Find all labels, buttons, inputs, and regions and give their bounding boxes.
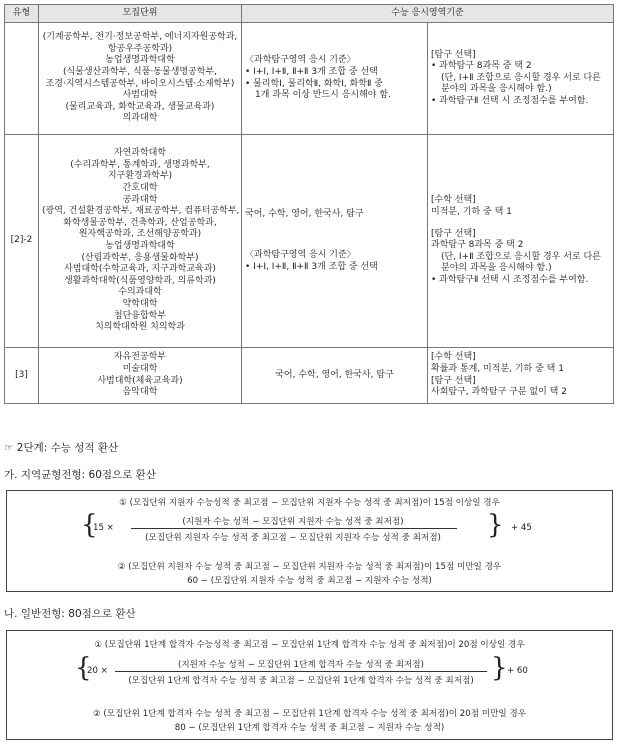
unit-line: 의과대학 — [122, 113, 158, 124]
unit-line: 약학대학 — [122, 298, 158, 309]
selection-line: (단, Ⅰ+Ⅱ 조합으로 응시할 경우 서로 다른 — [441, 251, 601, 262]
criteria-line: • 물리학Ⅰ, 물리학Ⅱ, 화학Ⅰ, 화학Ⅱ 중 — [245, 78, 383, 89]
row-selection — [428, 135, 614, 348]
left-brace: { — [75, 653, 92, 683]
formula-box-a — [6, 490, 613, 592]
denominator: (모집단위 지원자 수능 성적 중 최고점 − 모집단위 지원자 수능 성적 중 최저점) — [145, 533, 441, 543]
row-selection — [428, 348, 614, 404]
table-row — [5, 348, 614, 404]
unit-line: (수리과학부, 통계학과, 생명과학부, — [70, 159, 210, 170]
row-units — [39, 135, 242, 348]
admission-criteria-table — [4, 4, 614, 404]
table-row — [5, 23, 614, 135]
denominator: (모집단위 1단계 합격자 수능 성적 중 최고점 − 모집단위 1단계 합격자 수능 성적 중 최저점) — [128, 676, 474, 686]
selection-line: 사회탐구, 과학탐구 구분 없이 택 2 — [431, 387, 567, 398]
unit-line: 사범대학 — [122, 90, 158, 101]
numerator: (지원자 수능 성적 − 모집단위 지원자 수능 성적 중 최저점) — [182, 517, 404, 527]
unit-line: 음악대학 — [122, 387, 158, 398]
section-b-heading: 나. 일반전형: 80점으로 환산 — [4, 608, 136, 620]
unit-line: 조경·지역시스템공학부, 바이오시스템·소재학부) — [45, 78, 235, 89]
selection-line: 분야의 과목을 응시해야 함.) — [441, 84, 552, 95]
unit-line: 사범대학(수학교육과, 지구과학교육과) — [64, 264, 216, 275]
unit-line: 공과대학 — [122, 194, 158, 205]
pointing-hand-icon: ☞ — [4, 442, 14, 454]
header-type: 유형 — [5, 5, 39, 23]
row-science-criteria — [242, 135, 428, 348]
criteria-line: • Ⅰ+Ⅰ, Ⅰ+Ⅱ, Ⅱ+Ⅱ 3개 조합 중 선택 — [245, 261, 378, 272]
row-units — [39, 23, 242, 135]
fraction-bar — [131, 528, 457, 529]
table-row — [5, 135, 614, 348]
unit-line: (기계공학부, 전기·정보공학부, 에너지자원공학과, — [42, 32, 238, 43]
selection-line: [탐구 선택] — [431, 49, 476, 60]
selection-line: 미적분, 기하 중 택 1 — [431, 207, 512, 218]
header-unit: 모집단위 — [39, 5, 242, 23]
unit-line: (물리교육과, 화학교육과, 생물교육과) — [65, 101, 215, 112]
constant: + 45 — [511, 523, 532, 533]
numerator: (지원자 수능 성적 − 모집단위 1단계 합격자 수능 성적 중 최저점) — [178, 660, 424, 670]
row-selection — [428, 23, 614, 135]
unit-line: 수의과대학 — [118, 287, 162, 298]
selection-line: • 과학탐구 8과목 중 택 2 — [431, 61, 532, 72]
coefficient: 15 × — [93, 523, 114, 533]
selection-line: • 과학탐구Ⅱ 선택 시 조정점수를 부여함. — [431, 95, 589, 106]
criteria-line: 1개 과목 이상 반드시 응시해야 함. — [255, 90, 391, 101]
fraction-bar — [115, 671, 487, 672]
unit-line: 화학생물공학부, 건축학과, 산업공학과, — [63, 217, 217, 228]
selection-line: 과학탐구 8과목 중 택 2 — [431, 240, 524, 251]
unit-line: 생활과학대학(식품영양학과, 의류학과) — [64, 275, 216, 286]
selection-line: 확률과 통계, 미적분, 기하 중 택 1 — [431, 363, 564, 374]
coefficient: 20 × — [87, 666, 108, 676]
unit-line: 치의학대학원 치의학과 — [95, 322, 185, 333]
row-type — [5, 23, 39, 135]
unit-line: 농업생명과학대학 — [105, 55, 175, 66]
unit-line: (식물생산과학부, 식품·동물생명공학부, — [62, 66, 218, 77]
selection-line: [탐구 선택] — [431, 228, 476, 239]
section-a-heading: 가. 지역균형전형: 60점으로 환산 — [4, 469, 156, 481]
criteria-line: 〈과학탐구영역 응시 기준〉 — [245, 55, 356, 66]
right-brace: } — [491, 653, 508, 683]
step2-heading — [4, 440, 118, 455]
right-brace: } — [487, 510, 504, 540]
unit-line: (광역, 건설환경공학부, 재료공학부, 컴퓨터공학부, — [42, 206, 240, 217]
selection-line: (단, Ⅰ+Ⅱ 조합으로 응시할 경우 서로 다른 — [441, 72, 601, 83]
unit-line: 자유전공학부 — [113, 352, 167, 363]
criteria-subjects: 국어, 수학, 영어, 한국사, 탐구 — [245, 208, 364, 219]
unit-line: (산림과학부, 응용생물화학부) — [81, 252, 199, 263]
constant: + 60 — [507, 666, 528, 676]
selection-line: • 과학탐구Ⅱ 선택 시 조정점수를 부여함. — [431, 274, 589, 285]
table-header-row — [5, 5, 614, 23]
condition-1: ① (모집단위 지원자 수능성적 중 최고점 − 모집단위 지원자 수능 성적 중 최저점)이 15점 이상일 경우 — [119, 498, 500, 508]
row-type: [3] — [5, 348, 39, 404]
header-criteria: 수능 응시영역기준 — [242, 5, 614, 23]
unit-line: 첨단융합학부 — [113, 310, 167, 321]
unit-line: 자연과학대학 — [113, 148, 167, 159]
step2-heading-text: 2단계: 수능 성적 환산 — [16, 442, 119, 454]
row-science-criteria — [242, 23, 428, 135]
formula-2: 60 − (모집단위 지원자 수능 성적 중 최고점 − 지원자 수능 성적) — [187, 576, 432, 586]
formula-2: 80 − (모집단위 1단계 합격자 수능 성적 중 최고점 − 지원자 수능 성적) — [174, 723, 445, 733]
condition-1: ① (모집단위 1단계 합격자 수능성적 중 최고점 − 모집단위 1단계 합격자 수능 성적 중 최저점)이 20점 이상일 경우 — [94, 640, 525, 650]
criteria-line: 〈과학탐구영역 응시 기준〉 — [245, 250, 356, 261]
row-units — [39, 348, 242, 404]
unit-line: 농업생명과학대학 — [105, 241, 175, 251]
selection-line: [수학 선택] — [431, 352, 476, 363]
unit-line: 간호대학 — [122, 183, 158, 194]
unit-line: 지구환경과학부) — [107, 171, 173, 182]
condition-2: ② (모집단위 1단계 합격자 수능 성적 중 최고점 − 모집단위 1단계 합격자 수능 성적 중 최저점)이 20점 미만일 경우 — [92, 709, 527, 719]
row-type: [2]-2 — [5, 135, 39, 348]
selection-line: 분야의 과목을 응시해야 함.) — [441, 263, 552, 274]
row-science-criteria: 국어, 수학, 영어, 한국사, 탐구 — [242, 348, 428, 404]
selection-line: [탐구 선택] — [431, 375, 476, 386]
unit-line: 미술대학 — [122, 363, 158, 374]
criteria-line: • Ⅰ+Ⅰ, Ⅰ+Ⅱ, Ⅱ+Ⅱ 3개 조합 중 선택 — [245, 66, 378, 77]
unit-line: 항공우주공학과) — [107, 43, 173, 54]
unit-line: 원자핵공학과, 조선해양공학과) — [78, 229, 202, 240]
left-brace: { — [81, 510, 98, 540]
condition-2: ② (모집단위 지원자 수능 성적 중 최고점 − 모집단위 지원자 수능 성적 중 최저점)이 15점 미만일 경우 — [117, 562, 502, 572]
selection-line: [수학 선택] — [431, 195, 476, 206]
formula-box-b — [6, 630, 613, 740]
unit-line: 사범대학(체육교육과) — [97, 375, 183, 386]
